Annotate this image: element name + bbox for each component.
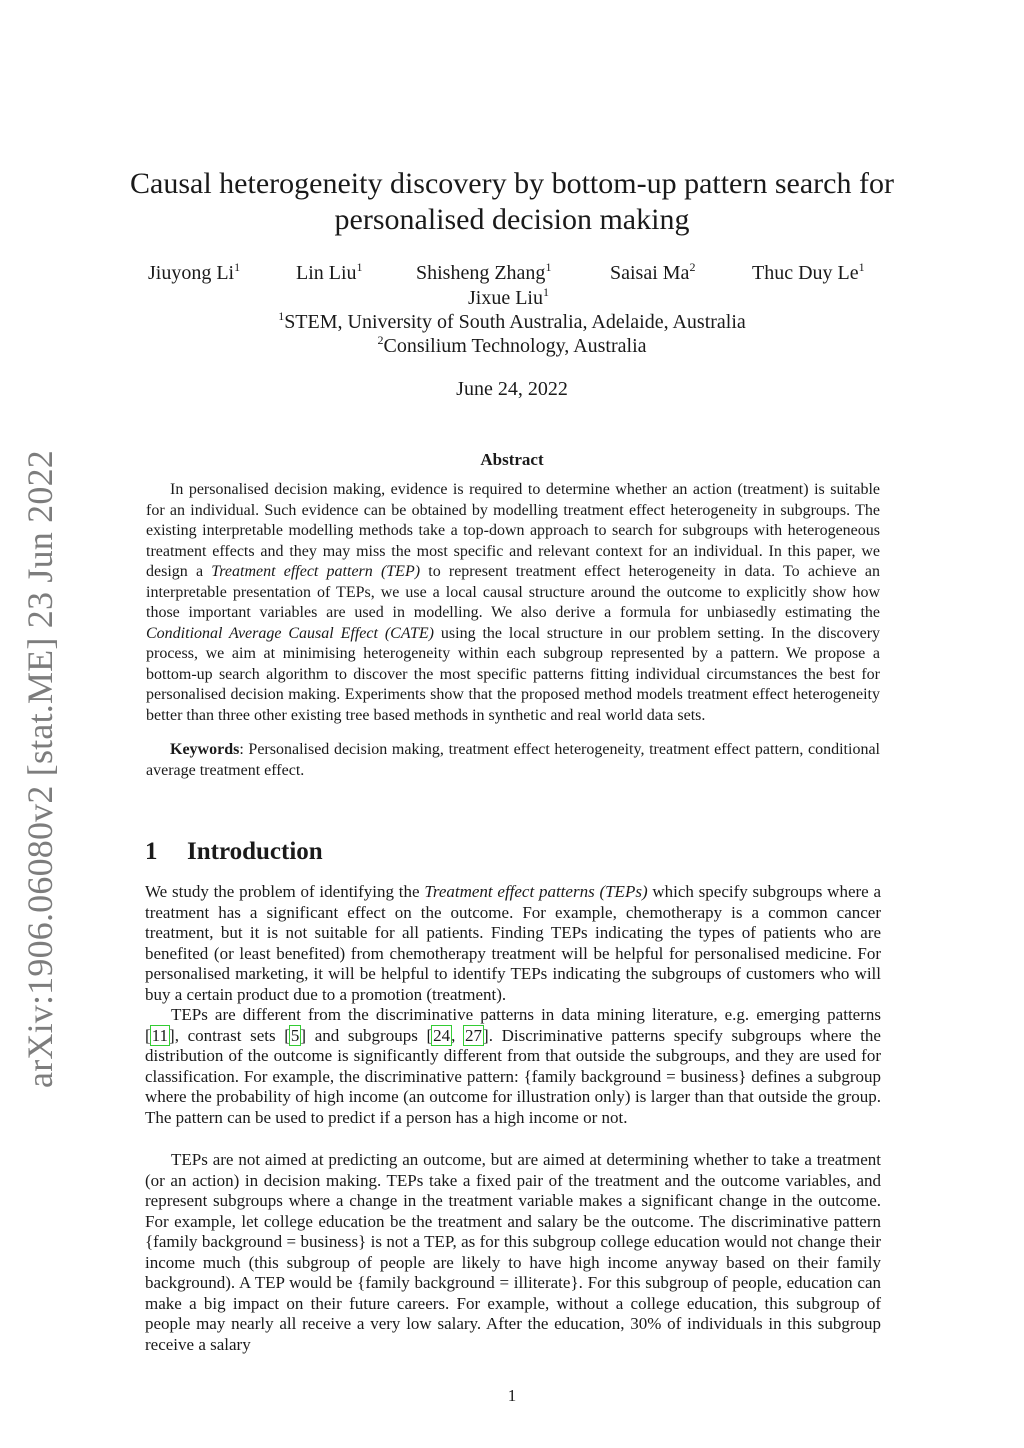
citation-link[interactable]: 5: [290, 1025, 300, 1045]
publication-date: June 24, 2022: [456, 378, 568, 400]
citation-link[interactable]: 11: [151, 1025, 169, 1045]
arxiv-identifier-stamp: arXiv:1906.06080v2 [stat.ME] 23 Jun 2022: [20, 450, 60, 1088]
affiliation: $^1$STEM, University of South Australia, Adelaide, Australia: [278, 309, 746, 333]
author: Saisai Ma$^2$: [610, 260, 696, 284]
intro-paragraph: TEPs are different from the discriminative patterns in data mining literature, e.g. emerging patterns [11], contrast sets [5] and subgroups [24, 27]. Discriminative patterns specify subgroups where the distribution of the outcome is significantly different from that outside the subgroups, and they are used for classification. For example, the discriminative pattern: {family background = business} defines a subgroup where the probability of high income (an outcome for illustration only) is larger than that outside the group. The pattern can be used to predict if a person has a high income or not.: [145, 1005, 881, 1127]
citation-link[interactable]: 27: [465, 1025, 483, 1045]
author: Thuc Duy Le$^1$: [752, 260, 865, 284]
section-heading: 1 Introduction: [145, 838, 323, 865]
author: Jixue Liu$^1$: [468, 285, 549, 309]
intro-paragraph: We study the problem of identifying the Treatment effect patterns (TEPs) which specify subgroups where a treatment has a significant effect on the outcome. For example, chemotherapy is a common cancer treatment, but it is not suitable for all patients. Finding TEPs indicating the types of patients who are benefited (or least benefited) from chemotherapy treatment will be helpful for personalised medicine. For personalised marketing, it will be helpful to identify TEPs indicating the subgroups of customers who will buy a certain product due to a promotion (treatment).: [145, 882, 882, 1004]
citation-link[interactable]: 24: [433, 1025, 451, 1045]
author: Shisheng Zhang$^1$: [416, 260, 552, 284]
affiliation: $^2$Consilium Technology, Australia: [377, 333, 647, 357]
paper-title: Causal heterogeneity discovery by bottom-up pattern search for personalised decision making: [130, 167, 894, 236]
author: Jiuyong Li$^1$: [148, 260, 241, 284]
intro-paragraph: TEPs are not aimed at predicting an outcome, but are aimed at determining whether to take a treatment (or an action) in decision making. TEPs take a fixed pair of the treatment and the outcome variables, and represent subgroups where a change in the treatment variable makes a significant change in the outcome. For example, let college education be the treatment and salary be the outcome. The discriminative pattern {family background = business} is not a TEP, as for this subgroup college education would not change their income much (this subgroup of people are likely to have high income anyway based on their family background). A TEP would be {family background = illiterate}. For this subgroup of people, education can make a big impact on their future careers. For example, without a college education, this subgroup of people may nearly all receive a very low salary. After the education, 30% of individuals in this subgroup receive a salary: [145, 1150, 881, 1354]
author: Lin Liu$^1$: [296, 260, 363, 284]
abstract-heading: Abstract: [480, 450, 544, 469]
keywords: Keywords: Personalised decision making, treatment effect heterogeneity, treatment effect pattern, conditional average treatment effect.: [146, 741, 880, 779]
abstract-text: In personalised decision making, evidence is required to determine whether an action (treatment) is suitable for an individual. Such evidence can be obtained by modelling treatment effect heterogeneity in subgroups. The existing interpretable modelling methods take a top-down approach to search for subgroups with heterogeneous treatment effects and they may miss the most specific and relevant context for an individual. In this paper, we design a Treatment effect pattern (TEP) to represent treatment effect heterogeneity in data. To achieve an interpretable presentation of TEPs, we use a local causal structure around the outcome to explicitly show how those important variables are used in modelling. We also derive a formula for unbiasedly estimating the Conditional Average Causal Effect (CATE) using the local structure in our problem setting. In the discovery process, we aim at minimising heterogeneity within each subgroup represented by a pattern. We propose a bottom-up search algorithm to discover the most specific patterns fitting individual circumstances the best for personalised decision making. Experiments show that the proposed method models treatment effect heterogeneity better than three other existing tree based methods in synthetic and real world data sets.: [146, 481, 881, 724]
page-number: 1: [507, 1386, 517, 1405]
